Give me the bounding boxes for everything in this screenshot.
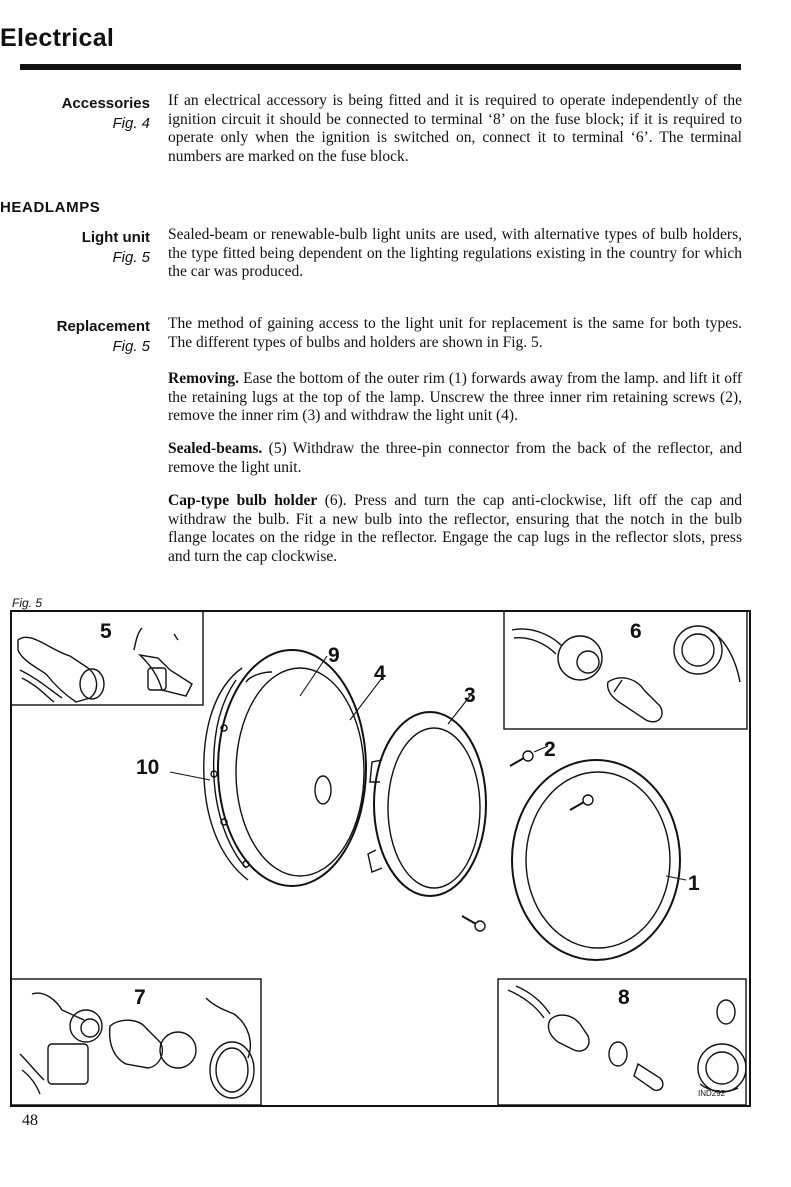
cap-type-bulb-holder-illustration: [512, 626, 740, 722]
outer-rim-illustration: [512, 760, 680, 960]
sealed-beams-paragraph: [168, 440, 742, 477]
light-unit-centre-lens: [315, 776, 331, 804]
callout-6: 6: [630, 620, 642, 643]
removing-paragraph: [168, 370, 742, 426]
light-unit-side-label: [0, 228, 150, 268]
callout-8: 8: [618, 986, 630, 1009]
callout-2: 2: [544, 738, 556, 761]
callout-3: 3: [464, 684, 476, 707]
headlamps-heading: HEADLAMPS: [0, 199, 101, 216]
callout-5: 5: [100, 620, 112, 643]
replacement-heading: Replacement: [56, 318, 150, 335]
sealed-beams-lead: Sealed-beams.: [168, 440, 263, 457]
title-rule: [20, 64, 741, 70]
replacement-fig-ref: Fig. 5: [112, 338, 150, 355]
callout-9: 9: [328, 644, 340, 667]
accessories-heading: Accessories: [61, 95, 150, 112]
light-unit-fig-ref: Fig. 5: [112, 249, 150, 266]
reflector-bowl-illustration: [204, 650, 366, 886]
replacement-text: The method of gaining access to the light unit for replacement is the same for both types. The different types of bulbs and holders are shown in Fig. 5.: [168, 315, 742, 351]
removing-text: Ease the bottom of the outer rim (1) forwards away from the lamp. and lift it off the retaining lugs at the top of the lamp. Unscrew the three inner rim retaining screws (2), remove the inner rim (3) and withdraw the light unit (4).: [168, 370, 743, 424]
figure-reference-code: IND292: [698, 1089, 726, 1098]
cap-type-lead: Cap-type bulb holder: [168, 492, 318, 509]
accessories-side-label: [0, 94, 150, 134]
figure-caption: Fig. 5: [12, 596, 43, 610]
inner-rim-illustration: [368, 712, 486, 896]
cap-type-text: (6). Press and turn the cap anti-clockwise, lift off the cap and withdraw the bulb. Fit a new bulb into the reflector, ensuring that the notch in the bulb flange locates on the ridge in the reflector. Engage the cap lugs in the reflector slots, press and turn the cap clockwise.: [168, 492, 742, 565]
light-unit-text: Sealed-beam or renewable-bulb light units are used, with alternative types of bulb holders, the type fitted being dependent on the lighting regulations existing in the country for which the car was produced.: [168, 226, 742, 280]
headlamp-exploded-diagram: [10, 610, 751, 1107]
callout-7: 7: [134, 986, 146, 1009]
accessories-text: If an electrical accessory is being fitted and it is required to operate independently of the ignition circuit it should be connected to terminal ‘8’ on the fuse block; if it is required to operate only when the ignition is switched on, connect it to terminal ‘6’. The terminal numbers are marked on the fuse block.: [168, 92, 742, 165]
section-title: Electrical: [0, 24, 115, 52]
accessories-fig-ref: Fig. 4: [112, 115, 150, 132]
sealed-beams-text: (5) Withdraw the three-pin connector from the back of the reflector, and remove the light unit.: [168, 440, 742, 476]
callout-1: 1: [688, 872, 700, 895]
replacement-side-label: [0, 317, 150, 357]
cap-type-paragraph: [168, 492, 742, 566]
callout-4: 4: [374, 662, 386, 685]
light-unit-heading: Light unit: [81, 229, 150, 246]
callout-10: 10: [136, 756, 160, 779]
removing-lead: Removing.: [168, 370, 240, 387]
page-number: 48: [22, 1112, 38, 1129]
